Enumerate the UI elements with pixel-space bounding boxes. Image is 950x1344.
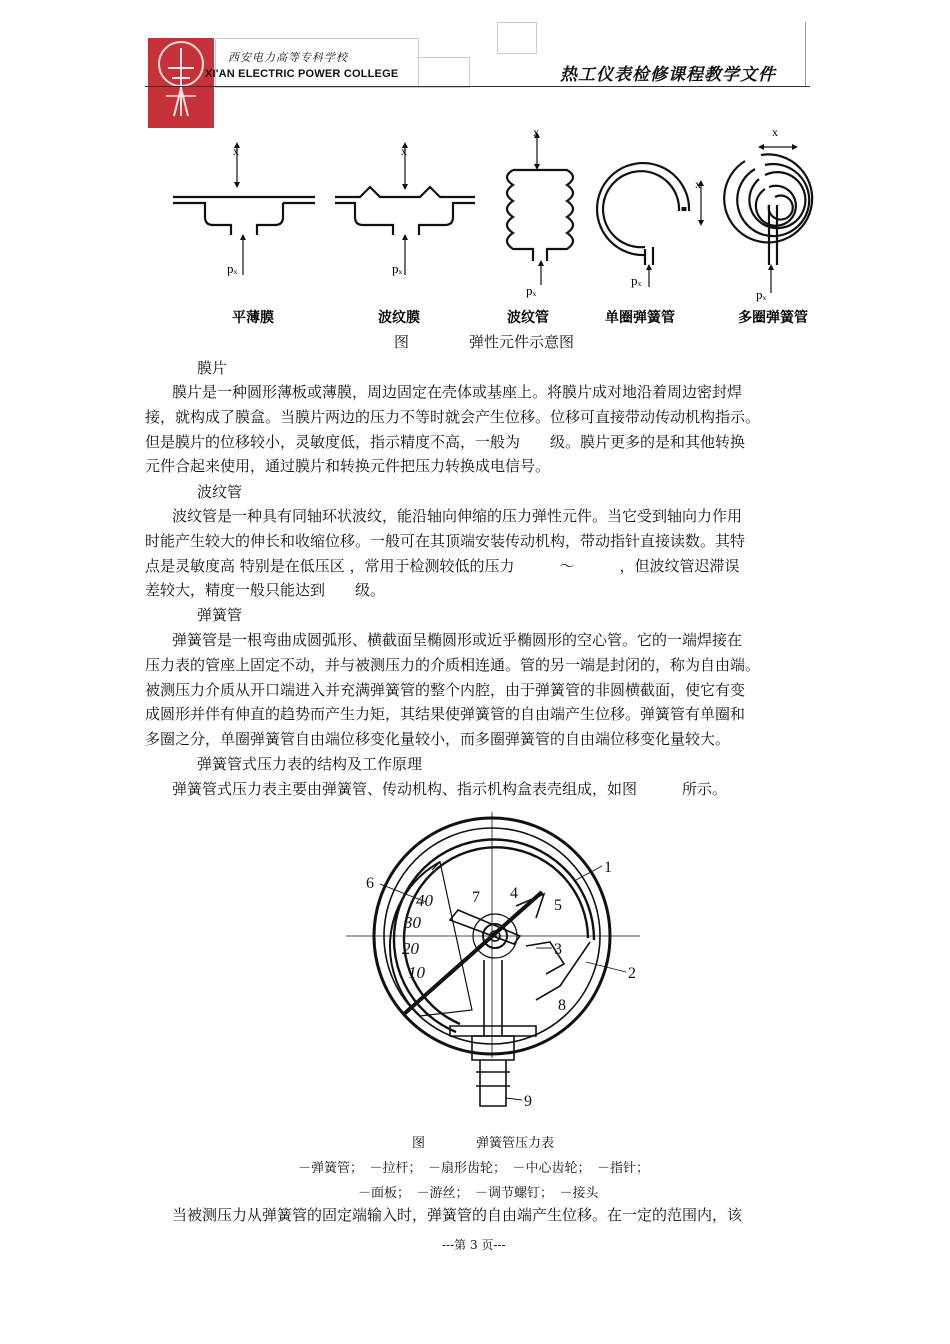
paragraph-diaphragm bbox=[145, 380, 810, 479]
text-line: 时能产生较大的伸长和收缩位移。一般可在其顶端安装传动机构，带动指针直接读数。其特 bbox=[145, 531, 746, 550]
text-line: 弹簧管是一根弯曲成圆弧形、横截面呈椭圆形或近乎椭圆形的空心管。它的一端焊接在 bbox=[172, 631, 743, 649]
single-px-label: pₓ bbox=[631, 273, 642, 288]
text-line: 成圆形并伴有伸直的趋势而产生力矩，其结果使弹簧管的自由端产生位移。弹簧管有单圈和 bbox=[145, 705, 746, 724]
elastic-elements-figure bbox=[165, 125, 835, 330]
college-logo bbox=[148, 38, 214, 128]
figure1-caption-prefix: 图 bbox=[394, 333, 410, 351]
header-right-rule bbox=[805, 22, 806, 86]
single-x-label: x bbox=[695, 177, 701, 191]
text-line: 弹簧管式压力表主要由弹簧管、传动机构、指示机构盒表壳组成，如图 所示。 bbox=[172, 780, 728, 798]
callout-2: 2 bbox=[628, 965, 636, 982]
course-title: 热工仪表检修课程教学文件 bbox=[560, 65, 776, 85]
figure2-legend-line2: －面板； －游丝； －调节螺钉； －接头 bbox=[358, 1186, 599, 1201]
label-corrugated-diaphragm: 波纹膜 bbox=[378, 310, 420, 326]
multi-px-label: pₓ bbox=[756, 287, 767, 302]
header-frame-tab bbox=[417, 57, 470, 88]
flat-diaphragm-drawing bbox=[173, 145, 315, 275]
paragraph-bellows bbox=[145, 504, 810, 603]
heading-bourdon-tube: 弹簧管 bbox=[197, 606, 243, 624]
flat-px-label: pₓ bbox=[227, 261, 238, 276]
corrugated-x-label: x bbox=[401, 144, 407, 158]
paragraph-bourdon-tube bbox=[145, 628, 810, 752]
label-single-turn-tube: 单圈弹簧管 bbox=[605, 310, 675, 326]
text-line: 膜片是一种圆形薄板或薄膜，周边固定在壳体或基座上。将膜片成对地沿着周边密封焊 bbox=[172, 383, 743, 401]
callout-4: 4 bbox=[510, 885, 518, 902]
callout-9: 9 bbox=[524, 1093, 532, 1110]
multi-turn-tube-drawing bbox=[724, 147, 812, 293]
dial-mark-40: 40 bbox=[416, 891, 433, 910]
corrugated-px-label: pₓ bbox=[392, 261, 403, 276]
label-flat-diaphragm: 平薄膜 bbox=[232, 310, 274, 326]
corrugated-diaphragm-drawing bbox=[335, 145, 475, 275]
paragraph-gauge-structure bbox=[145, 777, 810, 802]
callout-5: 5 bbox=[554, 897, 562, 914]
text-line: 接，就构成了膜盒。当膜片两边的压力不等时就会产生位移。位移可直接带动传动机构指示。 bbox=[145, 407, 761, 426]
header-small-box bbox=[497, 22, 537, 54]
text-line: 波纹管是一种具有同轴环状波纹，能沿轴向伸缩的压力弹性元件。当它受到轴向力作用 bbox=[172, 507, 743, 525]
heading-diaphragm: 膜片 bbox=[197, 359, 228, 377]
text-line: 压力表的管座上固定不动，并与被测压力的介质相连通。管的另一端是封闭的，称为自由端。 bbox=[145, 655, 761, 674]
dial-mark-30: 30 bbox=[404, 913, 421, 932]
callout-1: 1 bbox=[604, 859, 612, 876]
label-multi-turn-tube: 多圈弹簧管 bbox=[738, 310, 808, 326]
text-line: 差较大，精度一般只能达到 级。 bbox=[145, 581, 386, 600]
dial-mark-10: 10 bbox=[408, 963, 425, 982]
college-name-cn: 西安电力高等专科学校 bbox=[228, 51, 348, 64]
text-line: 被测压力介质从开口端进入并充满弹簧管的整个内腔，由于弹簧管的非圆横截面，使它有变 bbox=[145, 680, 746, 699]
text-line: 点是灵敏度高 特别是在低压区 ，常用于检测较低的压力 ～ ，但波纹管迟滞误 bbox=[145, 556, 740, 575]
multi-x-label: x bbox=[772, 125, 778, 139]
callout-7: 7 bbox=[472, 889, 480, 906]
bellows-x-label: x bbox=[533, 125, 539, 139]
text-line: 当被测压力从弹簧管的固定端输入时，弹簧管的自由端产生位移。在一定的范围内，该 bbox=[172, 1206, 743, 1224]
figure2-caption-title: 弹簧管压力表 bbox=[476, 1136, 555, 1151]
text-line: 元件合起来使用，通过膜片和转换元件把压力转换成电信号。 bbox=[145, 457, 551, 476]
header-rule bbox=[145, 86, 810, 87]
page-number: ---第 3 页--- bbox=[442, 1238, 506, 1252]
figure2-legend-line1: －弹簧管； －拉杆； －扇形齿轮； －中心齿轮； －指针； bbox=[298, 1161, 650, 1176]
bellows-px-label: pₓ bbox=[526, 283, 537, 298]
callout-8: 8 bbox=[558, 997, 566, 1014]
college-name-en: XI'AN ELECTRIC POWER COLLEGE bbox=[205, 68, 399, 80]
bourdon-gauge-figure bbox=[340, 810, 650, 1115]
heading-bellows: 波纹管 bbox=[197, 483, 243, 501]
figure2-caption-prefix: 图 bbox=[412, 1136, 426, 1151]
callout-3: 3 bbox=[554, 941, 562, 958]
figure1-caption-title: 弹性元件示意图 bbox=[469, 333, 575, 351]
dial-mark-20: 20 bbox=[402, 939, 419, 958]
label-bellows: 波纹管 bbox=[507, 310, 549, 326]
text-line: 但是膜片的位移较小，灵敏度低，指示精度不高，一般为 级。膜片更多的是和其他转换 bbox=[145, 432, 746, 451]
callout-6: 6 bbox=[366, 875, 374, 892]
text-line: 多圈之分，单圈弹簧管自由端位移变化量较小，而多圈弹簧管的自由端位移变化量较大。 bbox=[145, 730, 731, 749]
heading-gauge-structure: 弹簧管式压力表的结构及工作原理 bbox=[197, 755, 423, 773]
flat-x-label: x bbox=[233, 144, 239, 158]
bellows-drawing bbox=[507, 135, 573, 285]
single-turn-tube-drawing bbox=[597, 163, 701, 287]
paragraph-closing bbox=[145, 1203, 810, 1228]
